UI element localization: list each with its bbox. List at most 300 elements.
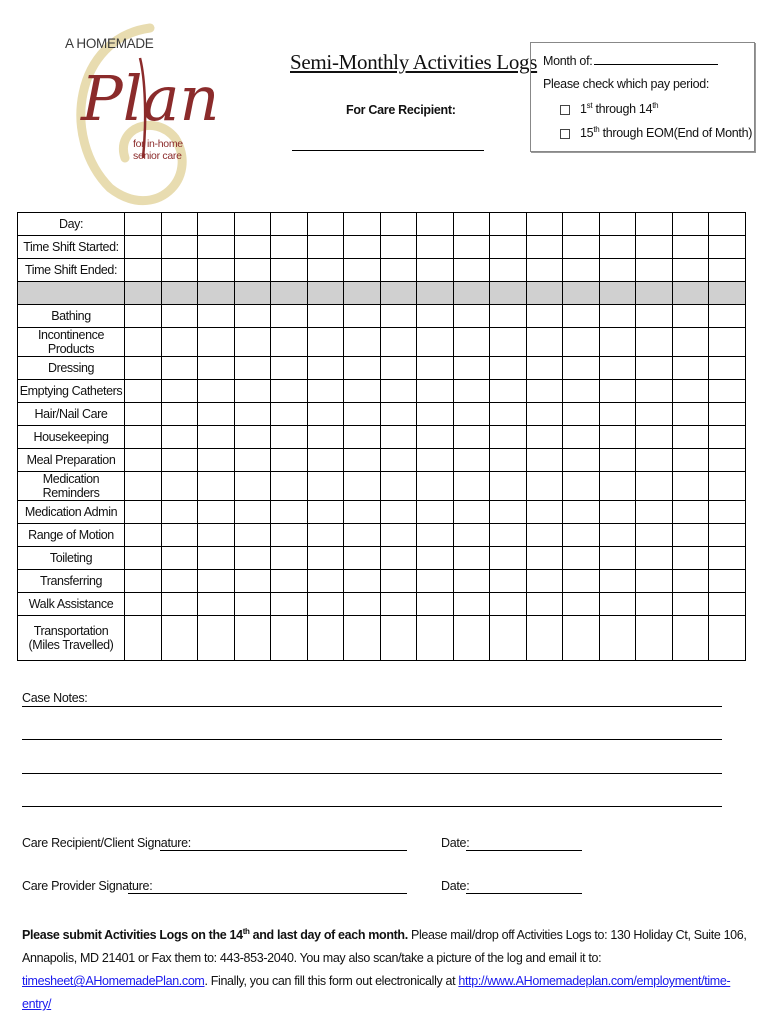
- day-cell[interactable]: [380, 524, 417, 547]
- day-cell[interactable]: [563, 380, 600, 403]
- day-cell[interactable]: [709, 236, 746, 259]
- day-cell[interactable]: [563, 593, 600, 616]
- day-cell[interactable]: [307, 472, 344, 501]
- day-cell[interactable]: [636, 472, 673, 501]
- day-cell[interactable]: [709, 403, 746, 426]
- day-cell[interactable]: [125, 547, 162, 570]
- day-cell[interactable]: [636, 380, 673, 403]
- day-cell[interactable]: [380, 213, 417, 236]
- day-cell[interactable]: [417, 449, 454, 472]
- day-cell[interactable]: [198, 380, 235, 403]
- day-cell[interactable]: [636, 328, 673, 357]
- day-cell[interactable]: [417, 236, 454, 259]
- day-cell[interactable]: [453, 593, 490, 616]
- day-cell[interactable]: [490, 305, 527, 328]
- day-cell[interactable]: [672, 236, 709, 259]
- day-cell[interactable]: [380, 380, 417, 403]
- day-cell[interactable]: [161, 305, 198, 328]
- day-cell[interactable]: [234, 593, 271, 616]
- day-cell[interactable]: [709, 472, 746, 501]
- day-cell[interactable]: [417, 328, 454, 357]
- day-cell[interactable]: [417, 616, 454, 661]
- day-cell[interactable]: [161, 426, 198, 449]
- day-cell[interactable]: [198, 236, 235, 259]
- day-cell[interactable]: [490, 501, 527, 524]
- day-cell[interactable]: [453, 403, 490, 426]
- day-cell[interactable]: [672, 593, 709, 616]
- day-cell[interactable]: [307, 616, 344, 661]
- day-cell[interactable]: [234, 328, 271, 357]
- day-cell[interactable]: [417, 524, 454, 547]
- provider-signature-field[interactable]: [128, 893, 407, 894]
- day-cell[interactable]: [563, 570, 600, 593]
- day-cell[interactable]: [125, 305, 162, 328]
- day-cell[interactable]: [490, 403, 527, 426]
- day-cell[interactable]: [417, 570, 454, 593]
- case-notes-line[interactable]: [22, 706, 722, 707]
- day-cell[interactable]: [161, 357, 198, 380]
- day-cell[interactable]: [271, 524, 308, 547]
- day-cell[interactable]: [125, 616, 162, 661]
- day-cell[interactable]: [636, 213, 673, 236]
- day-cell[interactable]: [636, 570, 673, 593]
- case-notes-line[interactable]: [22, 806, 722, 807]
- day-cell[interactable]: [599, 426, 636, 449]
- care-recipient-field[interactable]: [292, 150, 484, 151]
- day-cell[interactable]: [417, 380, 454, 403]
- day-cell[interactable]: [636, 305, 673, 328]
- day-cell[interactable]: [307, 570, 344, 593]
- day-cell[interactable]: [453, 259, 490, 282]
- case-notes-line[interactable]: [22, 739, 722, 740]
- recipient-signature-field[interactable]: [160, 850, 407, 851]
- day-cell[interactable]: [672, 472, 709, 501]
- day-cell[interactable]: [161, 259, 198, 282]
- day-cell[interactable]: [271, 357, 308, 380]
- day-cell[interactable]: [672, 501, 709, 524]
- day-cell[interactable]: [307, 380, 344, 403]
- day-cell[interactable]: [125, 593, 162, 616]
- day-cell[interactable]: [344, 213, 381, 236]
- day-cell[interactable]: [417, 426, 454, 449]
- day-cell[interactable]: [271, 328, 308, 357]
- day-cell[interactable]: [599, 547, 636, 570]
- day-cell[interactable]: [417, 357, 454, 380]
- day-cell[interactable]: [380, 236, 417, 259]
- day-cell[interactable]: [599, 305, 636, 328]
- day-cell[interactable]: [490, 328, 527, 357]
- day-cell[interactable]: [125, 403, 162, 426]
- day-cell[interactable]: [161, 380, 198, 403]
- day-cell[interactable]: [161, 236, 198, 259]
- day-cell[interactable]: [672, 259, 709, 282]
- day-cell[interactable]: [161, 213, 198, 236]
- day-cell[interactable]: [709, 357, 746, 380]
- day-cell[interactable]: [672, 403, 709, 426]
- day-cell[interactable]: [271, 570, 308, 593]
- day-cell[interactable]: [125, 524, 162, 547]
- day-cell[interactable]: [490, 524, 527, 547]
- day-cell[interactable]: [307, 547, 344, 570]
- day-cell[interactable]: [672, 524, 709, 547]
- day-cell[interactable]: [563, 403, 600, 426]
- day-cell[interactable]: [672, 426, 709, 449]
- day-cell[interactable]: [526, 403, 563, 426]
- day-cell[interactable]: [234, 524, 271, 547]
- day-cell[interactable]: [599, 328, 636, 357]
- day-cell[interactable]: [526, 449, 563, 472]
- day-cell[interactable]: [234, 449, 271, 472]
- day-cell[interactable]: [307, 357, 344, 380]
- day-cell[interactable]: [344, 524, 381, 547]
- day-cell[interactable]: [380, 426, 417, 449]
- day-cell[interactable]: [380, 472, 417, 501]
- day-cell[interactable]: [234, 547, 271, 570]
- day-cell[interactable]: [417, 593, 454, 616]
- day-cell[interactable]: [636, 616, 673, 661]
- day-cell[interactable]: [563, 305, 600, 328]
- day-cell[interactable]: [563, 357, 600, 380]
- day-cell[interactable]: [709, 616, 746, 661]
- day-cell[interactable]: [599, 570, 636, 593]
- day-cell[interactable]: [490, 570, 527, 593]
- day-cell[interactable]: [271, 593, 308, 616]
- day-cell[interactable]: [526, 328, 563, 357]
- day-cell[interactable]: [380, 403, 417, 426]
- day-cell[interactable]: [709, 380, 746, 403]
- day-cell[interactable]: [198, 449, 235, 472]
- day-cell[interactable]: [636, 501, 673, 524]
- day-cell[interactable]: [526, 570, 563, 593]
- day-cell[interactable]: [526, 547, 563, 570]
- day-cell[interactable]: [344, 259, 381, 282]
- provider-date-field[interactable]: [466, 893, 582, 894]
- day-cell[interactable]: [234, 472, 271, 501]
- day-cell[interactable]: [563, 213, 600, 236]
- day-cell[interactable]: [490, 449, 527, 472]
- recipient-date-field[interactable]: [466, 850, 582, 851]
- day-cell[interactable]: [709, 449, 746, 472]
- day-cell[interactable]: [599, 236, 636, 259]
- day-cell[interactable]: [417, 403, 454, 426]
- day-cell[interactable]: [599, 449, 636, 472]
- day-cell[interactable]: [198, 472, 235, 501]
- day-cell[interactable]: [563, 501, 600, 524]
- day-cell[interactable]: [453, 213, 490, 236]
- day-cell[interactable]: [234, 616, 271, 661]
- day-cell[interactable]: [380, 449, 417, 472]
- day-cell[interactable]: [161, 403, 198, 426]
- case-notes-line[interactable]: [22, 773, 722, 774]
- day-cell[interactable]: [672, 547, 709, 570]
- day-cell[interactable]: [234, 501, 271, 524]
- day-cell[interactable]: [234, 570, 271, 593]
- day-cell[interactable]: [709, 328, 746, 357]
- day-cell[interactable]: [344, 616, 381, 661]
- day-cell[interactable]: [271, 426, 308, 449]
- day-cell[interactable]: [344, 357, 381, 380]
- day-cell[interactable]: [307, 501, 344, 524]
- day-cell[interactable]: [709, 426, 746, 449]
- day-cell[interactable]: [526, 593, 563, 616]
- day-cell[interactable]: [526, 472, 563, 501]
- day-cell[interactable]: [125, 472, 162, 501]
- day-cell[interactable]: [599, 380, 636, 403]
- day-cell[interactable]: [599, 213, 636, 236]
- option-1st-14th[interactable]: 1st through 14th: [560, 101, 658, 116]
- day-cell[interactable]: [234, 357, 271, 380]
- day-cell[interactable]: [271, 501, 308, 524]
- day-cell[interactable]: [344, 570, 381, 593]
- day-cell[interactable]: [344, 380, 381, 403]
- day-cell[interactable]: [563, 616, 600, 661]
- day-cell[interactable]: [344, 547, 381, 570]
- day-cell[interactable]: [234, 403, 271, 426]
- day-cell[interactable]: [526, 305, 563, 328]
- day-cell[interactable]: [125, 449, 162, 472]
- day-cell[interactable]: [526, 357, 563, 380]
- checkbox-icon[interactable]: [560, 105, 570, 115]
- day-cell[interactable]: [709, 213, 746, 236]
- day-cell[interactable]: [234, 380, 271, 403]
- day-cell[interactable]: [709, 305, 746, 328]
- day-cell[interactable]: [125, 570, 162, 593]
- day-cell[interactable]: [563, 547, 600, 570]
- day-cell[interactable]: [417, 472, 454, 501]
- day-cell[interactable]: [307, 524, 344, 547]
- day-cell[interactable]: [453, 472, 490, 501]
- day-cell[interactable]: [636, 259, 673, 282]
- day-cell[interactable]: [307, 236, 344, 259]
- day-cell[interactable]: [234, 236, 271, 259]
- day-cell[interactable]: [709, 524, 746, 547]
- email-link[interactable]: timesheet@AHomemadePlan.com: [22, 974, 205, 989]
- day-cell[interactable]: [198, 305, 235, 328]
- day-cell[interactable]: [526, 501, 563, 524]
- day-cell[interactable]: [526, 259, 563, 282]
- day-cell[interactable]: [344, 426, 381, 449]
- day-cell[interactable]: [599, 357, 636, 380]
- day-cell[interactable]: [198, 616, 235, 661]
- day-cell[interactable]: [490, 426, 527, 449]
- option-15th-eom[interactable]: 15th through EOM(End of Month): [560, 125, 752, 140]
- day-cell[interactable]: [271, 236, 308, 259]
- day-cell[interactable]: [234, 426, 271, 449]
- day-cell[interactable]: [490, 259, 527, 282]
- day-cell[interactable]: [636, 449, 673, 472]
- day-cell[interactable]: [526, 524, 563, 547]
- day-cell[interactable]: [709, 593, 746, 616]
- day-cell[interactable]: [198, 213, 235, 236]
- day-cell[interactable]: [271, 213, 308, 236]
- day-cell[interactable]: [344, 305, 381, 328]
- day-cell[interactable]: [198, 524, 235, 547]
- day-cell[interactable]: [198, 501, 235, 524]
- day-cell[interactable]: [234, 213, 271, 236]
- day-cell[interactable]: [599, 259, 636, 282]
- day-cell[interactable]: [344, 593, 381, 616]
- day-cell[interactable]: [417, 501, 454, 524]
- day-cell[interactable]: [636, 236, 673, 259]
- day-cell[interactable]: [161, 547, 198, 570]
- day-cell[interactable]: [161, 593, 198, 616]
- day-cell[interactable]: [453, 547, 490, 570]
- day-cell[interactable]: [344, 236, 381, 259]
- day-cell[interactable]: [709, 501, 746, 524]
- day-cell[interactable]: [526, 236, 563, 259]
- day-cell[interactable]: [453, 328, 490, 357]
- day-cell[interactable]: [490, 236, 527, 259]
- day-cell[interactable]: [271, 380, 308, 403]
- day-cell[interactable]: [161, 328, 198, 357]
- day-cell[interactable]: [198, 426, 235, 449]
- day-cell[interactable]: [344, 472, 381, 501]
- day-cell[interactable]: [636, 403, 673, 426]
- day-cell[interactable]: [380, 570, 417, 593]
- day-cell[interactable]: [307, 449, 344, 472]
- day-cell[interactable]: [125, 426, 162, 449]
- day-cell[interactable]: [344, 403, 381, 426]
- day-cell[interactable]: [344, 328, 381, 357]
- day-cell[interactable]: [563, 524, 600, 547]
- day-cell[interactable]: [271, 616, 308, 661]
- day-cell[interactable]: [453, 357, 490, 380]
- day-cell[interactable]: [453, 449, 490, 472]
- day-cell[interactable]: [198, 357, 235, 380]
- day-cell[interactable]: [380, 501, 417, 524]
- day-cell[interactable]: [453, 426, 490, 449]
- day-cell[interactable]: [490, 616, 527, 661]
- day-cell[interactable]: [161, 524, 198, 547]
- day-cell[interactable]: [672, 570, 709, 593]
- day-cell[interactable]: [526, 380, 563, 403]
- day-cell[interactable]: [526, 213, 563, 236]
- day-cell[interactable]: [344, 501, 381, 524]
- day-cell[interactable]: [599, 593, 636, 616]
- day-cell[interactable]: [672, 357, 709, 380]
- day-cell[interactable]: [672, 616, 709, 661]
- day-cell[interactable]: [307, 305, 344, 328]
- day-cell[interactable]: [563, 328, 600, 357]
- day-cell[interactable]: [599, 501, 636, 524]
- day-cell[interactable]: [453, 380, 490, 403]
- day-cell[interactable]: [307, 259, 344, 282]
- day-cell[interactable]: [161, 570, 198, 593]
- day-cell[interactable]: [161, 472, 198, 501]
- day-cell[interactable]: [490, 380, 527, 403]
- day-cell[interactable]: [417, 305, 454, 328]
- day-cell[interactable]: [672, 328, 709, 357]
- day-cell[interactable]: [599, 524, 636, 547]
- day-cell[interactable]: [380, 305, 417, 328]
- day-cell[interactable]: [636, 524, 673, 547]
- day-cell[interactable]: [380, 328, 417, 357]
- day-cell[interactable]: [307, 593, 344, 616]
- day-cell[interactable]: [563, 236, 600, 259]
- day-cell[interactable]: [672, 380, 709, 403]
- day-cell[interactable]: [380, 616, 417, 661]
- day-cell[interactable]: [307, 426, 344, 449]
- day-cell[interactable]: [563, 259, 600, 282]
- day-cell[interactable]: [672, 449, 709, 472]
- day-cell[interactable]: [453, 570, 490, 593]
- day-cell[interactable]: [636, 426, 673, 449]
- day-cell[interactable]: [125, 259, 162, 282]
- day-cell[interactable]: [198, 259, 235, 282]
- day-cell[interactable]: [125, 380, 162, 403]
- day-cell[interactable]: [709, 547, 746, 570]
- day-cell[interactable]: [417, 259, 454, 282]
- day-cell[interactable]: [234, 305, 271, 328]
- day-cell[interactable]: [453, 501, 490, 524]
- day-cell[interactable]: [271, 449, 308, 472]
- day-cell[interactable]: [161, 501, 198, 524]
- day-cell[interactable]: [490, 213, 527, 236]
- day-cell[interactable]: [453, 616, 490, 661]
- day-cell[interactable]: [344, 449, 381, 472]
- day-cell[interactable]: [198, 328, 235, 357]
- day-cell[interactable]: [307, 328, 344, 357]
- day-cell[interactable]: [636, 547, 673, 570]
- day-cell[interactable]: [563, 426, 600, 449]
- day-cell[interactable]: [672, 305, 709, 328]
- day-cell[interactable]: [161, 616, 198, 661]
- day-cell[interactable]: [271, 403, 308, 426]
- day-cell[interactable]: [599, 616, 636, 661]
- day-cell[interactable]: [417, 213, 454, 236]
- day-cell[interactable]: [125, 236, 162, 259]
- day-cell[interactable]: [271, 305, 308, 328]
- day-cell[interactable]: [125, 213, 162, 236]
- day-cell[interactable]: [198, 547, 235, 570]
- day-cell[interactable]: [125, 328, 162, 357]
- month-field[interactable]: [594, 53, 718, 65]
- time-entry-link[interactable]: http://www.AHomemadeplan.com/employment/time-entry/: [22, 974, 731, 1012]
- day-cell[interactable]: [307, 403, 344, 426]
- day-cell[interactable]: [526, 426, 563, 449]
- day-cell[interactable]: [709, 570, 746, 593]
- day-cell[interactable]: [125, 357, 162, 380]
- day-cell[interactable]: [380, 357, 417, 380]
- day-cell[interactable]: [563, 449, 600, 472]
- day-cell[interactable]: [636, 357, 673, 380]
- day-cell[interactable]: [526, 616, 563, 661]
- day-cell[interactable]: [453, 305, 490, 328]
- day-cell[interactable]: [453, 524, 490, 547]
- day-cell[interactable]: [198, 403, 235, 426]
- day-cell[interactable]: [563, 472, 600, 501]
- day-cell[interactable]: [490, 357, 527, 380]
- day-cell[interactable]: [234, 259, 271, 282]
- checkbox-icon[interactable]: [560, 129, 570, 139]
- day-cell[interactable]: [380, 593, 417, 616]
- day-cell[interactable]: [636, 593, 673, 616]
- day-cell[interactable]: [198, 570, 235, 593]
- day-cell[interactable]: [271, 547, 308, 570]
- day-cell[interactable]: [125, 501, 162, 524]
- day-cell[interactable]: [271, 259, 308, 282]
- day-cell[interactable]: [599, 403, 636, 426]
- day-cell[interactable]: [599, 472, 636, 501]
- day-cell[interactable]: [709, 259, 746, 282]
- day-cell[interactable]: [380, 259, 417, 282]
- day-cell[interactable]: [672, 213, 709, 236]
- day-cell[interactable]: [271, 472, 308, 501]
- day-cell[interactable]: [453, 236, 490, 259]
- day-cell[interactable]: [490, 593, 527, 616]
- day-cell[interactable]: [380, 547, 417, 570]
- day-cell[interactable]: [198, 593, 235, 616]
